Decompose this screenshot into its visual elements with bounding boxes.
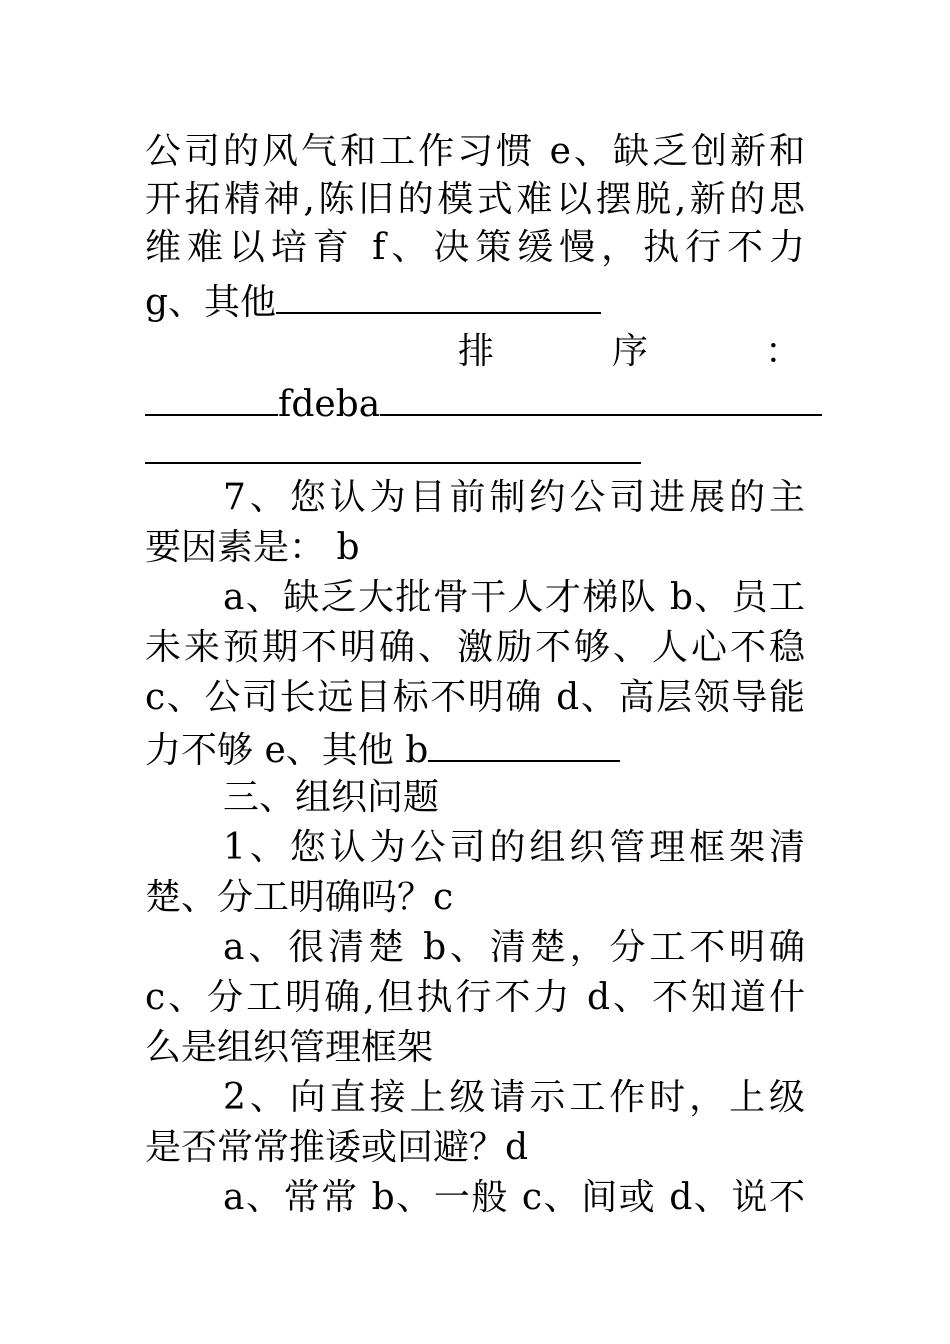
question-7-options: 未来预期不明确、激励不够、人心不稳	[145, 627, 805, 668]
sort-label-char: 序	[612, 331, 649, 372]
question-1-options: 么是组织管理框架	[145, 1027, 434, 1068]
question-1-cont: 楚、分工明确吗？c	[145, 877, 454, 918]
text-line: 维难以培育 f、决策缓慢，执行不力	[145, 227, 805, 268]
sort-answer-line	[145, 380, 805, 427]
question-7-options: 力不够 e、其他 b	[145, 730, 429, 771]
blank-line	[276, 278, 601, 314]
text-line: 公司的风气和工作习惯 e、缺乏创新和	[145, 131, 805, 172]
blank-line	[145, 428, 641, 464]
sort-answer: fdeba	[278, 384, 381, 425]
question-7-cont: 要因素是： b	[145, 527, 360, 568]
question-1-options: c、分工明确,但执行不力 d、不知道什	[145, 977, 805, 1018]
question-7: 7、您认为目前制约公司进展的主	[223, 477, 805, 518]
question-7-options: c、公司长远目标不明确 d、高层领导能	[145, 677, 805, 718]
question-7-options: a、缺乏大批骨干人才梯队 b、员工	[223, 577, 805, 618]
text-line: 开拓精神,陈旧的模式难以摆脱,新的思	[145, 179, 805, 220]
question-7-answer-line	[145, 726, 805, 773]
sort-label-char: ：	[765, 331, 802, 372]
question-2: 2、向直接上级请示工作时，上级	[223, 1077, 805, 1118]
blank-line	[145, 380, 278, 416]
question-2-cont: 是否常常推诿或回避？d	[145, 1127, 529, 1168]
blank-line	[428, 726, 620, 762]
blank-row	[145, 428, 805, 475]
question-1: 1、您认为公司的组织管理框架清	[223, 827, 805, 868]
text-line-other	[145, 278, 805, 325]
question-2-options: a、常常 b、一般 c、间或 d、说不	[223, 1177, 805, 1218]
section-heading: 三、组织问题	[223, 777, 440, 818]
sort-label-char: 排	[458, 331, 495, 372]
question-1-options: a、很清楚 b、清楚，分工不明确	[223, 927, 805, 968]
blank-line	[380, 380, 822, 416]
other-label: g、其他	[145, 282, 277, 323]
